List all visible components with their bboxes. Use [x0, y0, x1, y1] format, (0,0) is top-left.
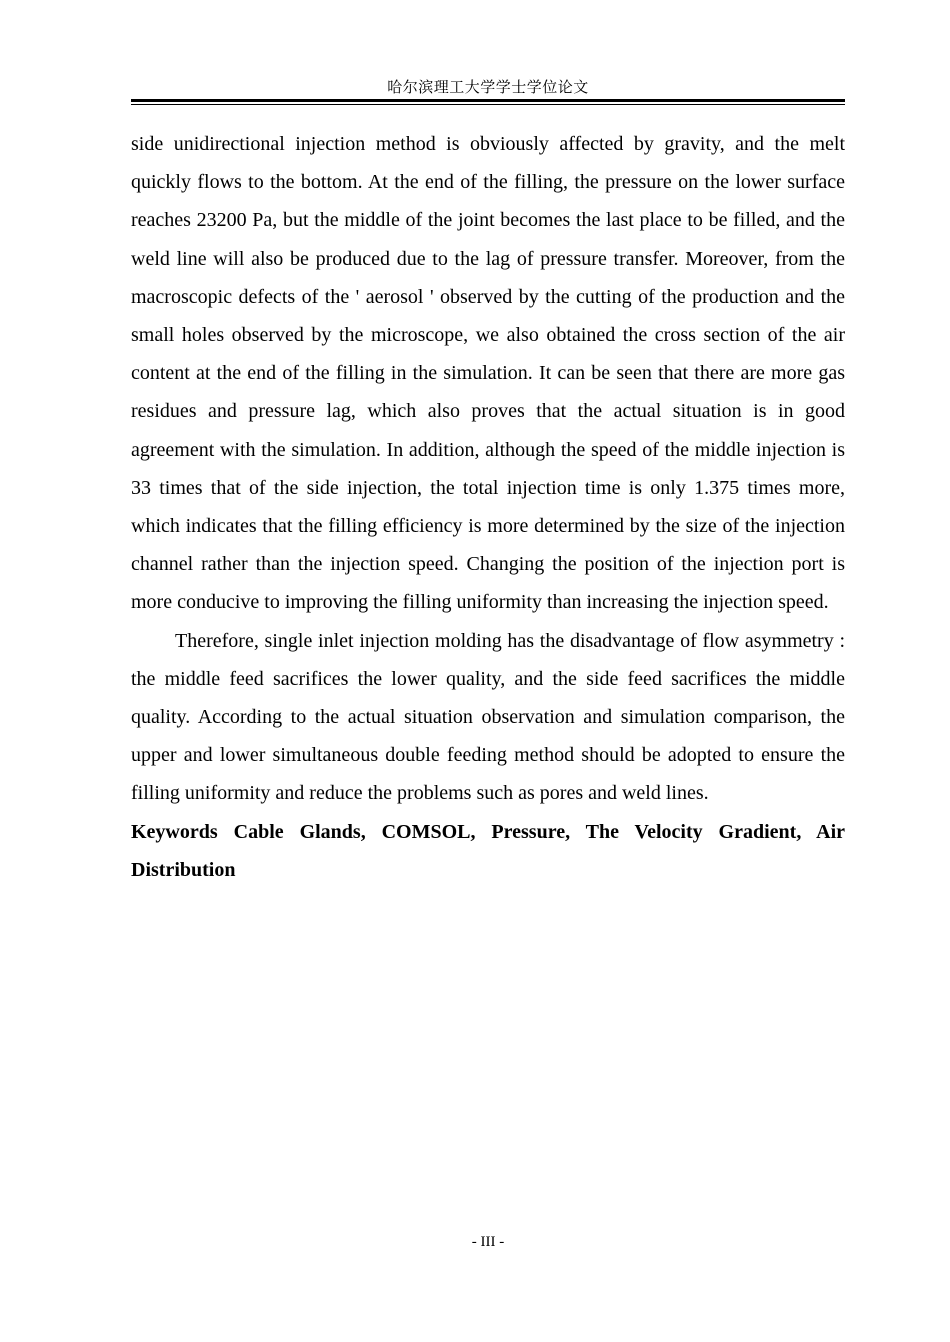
paragraph-1: side unidirectional injection method is obviously affected by gravity, and the melt quickly flows to the bottom. At the end of the filling, the pressure on the lower surface reaches 23200 Pa, but the middle of the joint becomes the last place to be filled, and the weld line will also be produced due to the lag of pressure transfer. Moreover, from the macroscopic defects of the ' aerosol ' observed by the cutting of the production and the small holes observed by the microscope, we also obtained the cross section of the air content at the end of the filling in the simulation. It can be seen that there are more gas residues and pressure lag, which also proves that the actual situation is in good agreement with the simulation. In addition, although the speed of the middle injection is 33 times that of the side injection, the total injection time is only 1.375 times more, which indicates that the filling efficiency is more determined by the size of the injection channel rather than the injection speed. Changing the position of the injection port is more conducive to improving the filling uniformity than increasing the injection speed. [131, 133, 845, 614]
keywords-label: Keywords [131, 820, 218, 843]
page-number: - III - [471, 1234, 505, 1250]
paragraph-2: Therefore, single inlet injection molding has the disadvantage of flow asymmetry : the middle feed sacrifices the lower quality, and the side feed sacrifices the middle quality. According to the actual situation observation and simulation comparison, the upper and lower simultaneous double feeding method should be adopted to ensure the filling uniformity and reduce the problems such as pores and weld lines. [131, 629, 845, 805]
header-rule-thick [131, 99, 845, 102]
header-rule-thin [131, 104, 845, 105]
keywords-text: Cable Glands, COMSOL, Pressure, The Velocity Gradient, Air Distribution [131, 820, 845, 881]
abstract-body [131, 125, 845, 889]
running-header: 哈尔滨理工大学学士学位论文 [387, 80, 589, 96]
keywords-line [131, 813, 845, 889]
